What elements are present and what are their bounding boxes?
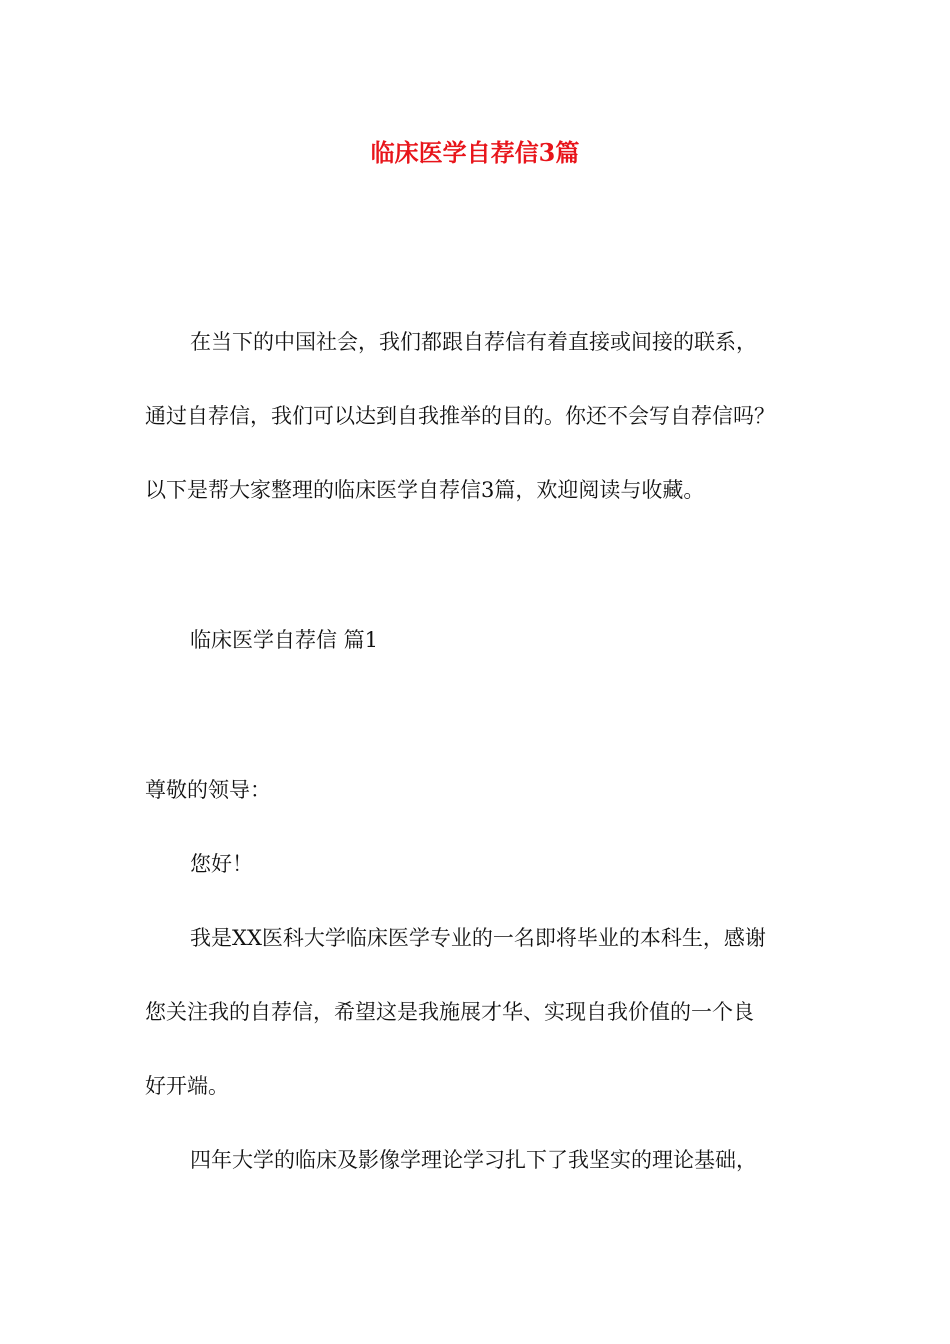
- body-line-1: 我是XX医科大学临床医学专业的一名即将毕业的本科生，感谢: [190, 926, 766, 950]
- document-title: 临床医学自荐信3篇: [370, 138, 580, 167]
- greeting: 您好！: [190, 852, 253, 876]
- section-heading: 临床医学自荐信 篇1: [190, 628, 379, 652]
- body-line-2: 您关注我的自荐信，希望这是我施展才华、实现自我价值的一个良: [145, 1000, 754, 1024]
- body-line-3: 好开端。: [145, 1074, 229, 1098]
- intro-line-2: 通过自荐信，我们可以达到自我推举的目的。你还不会写自荐信吗？: [145, 404, 775, 428]
- intro-line-1: 在当下的中国社会，我们都跟自荐信有着直接或间接的联系，: [190, 330, 757, 354]
- salutation: 尊敬的领导：: [145, 778, 271, 802]
- body-line-4: 四年大学的临床及影像学理论学习扎下了我坚实的理论基础，: [190, 1148, 757, 1172]
- intro-line-3: 以下是帮大家整理的临床医学自荐信3篇，欢迎阅读与收藏。: [145, 478, 705, 502]
